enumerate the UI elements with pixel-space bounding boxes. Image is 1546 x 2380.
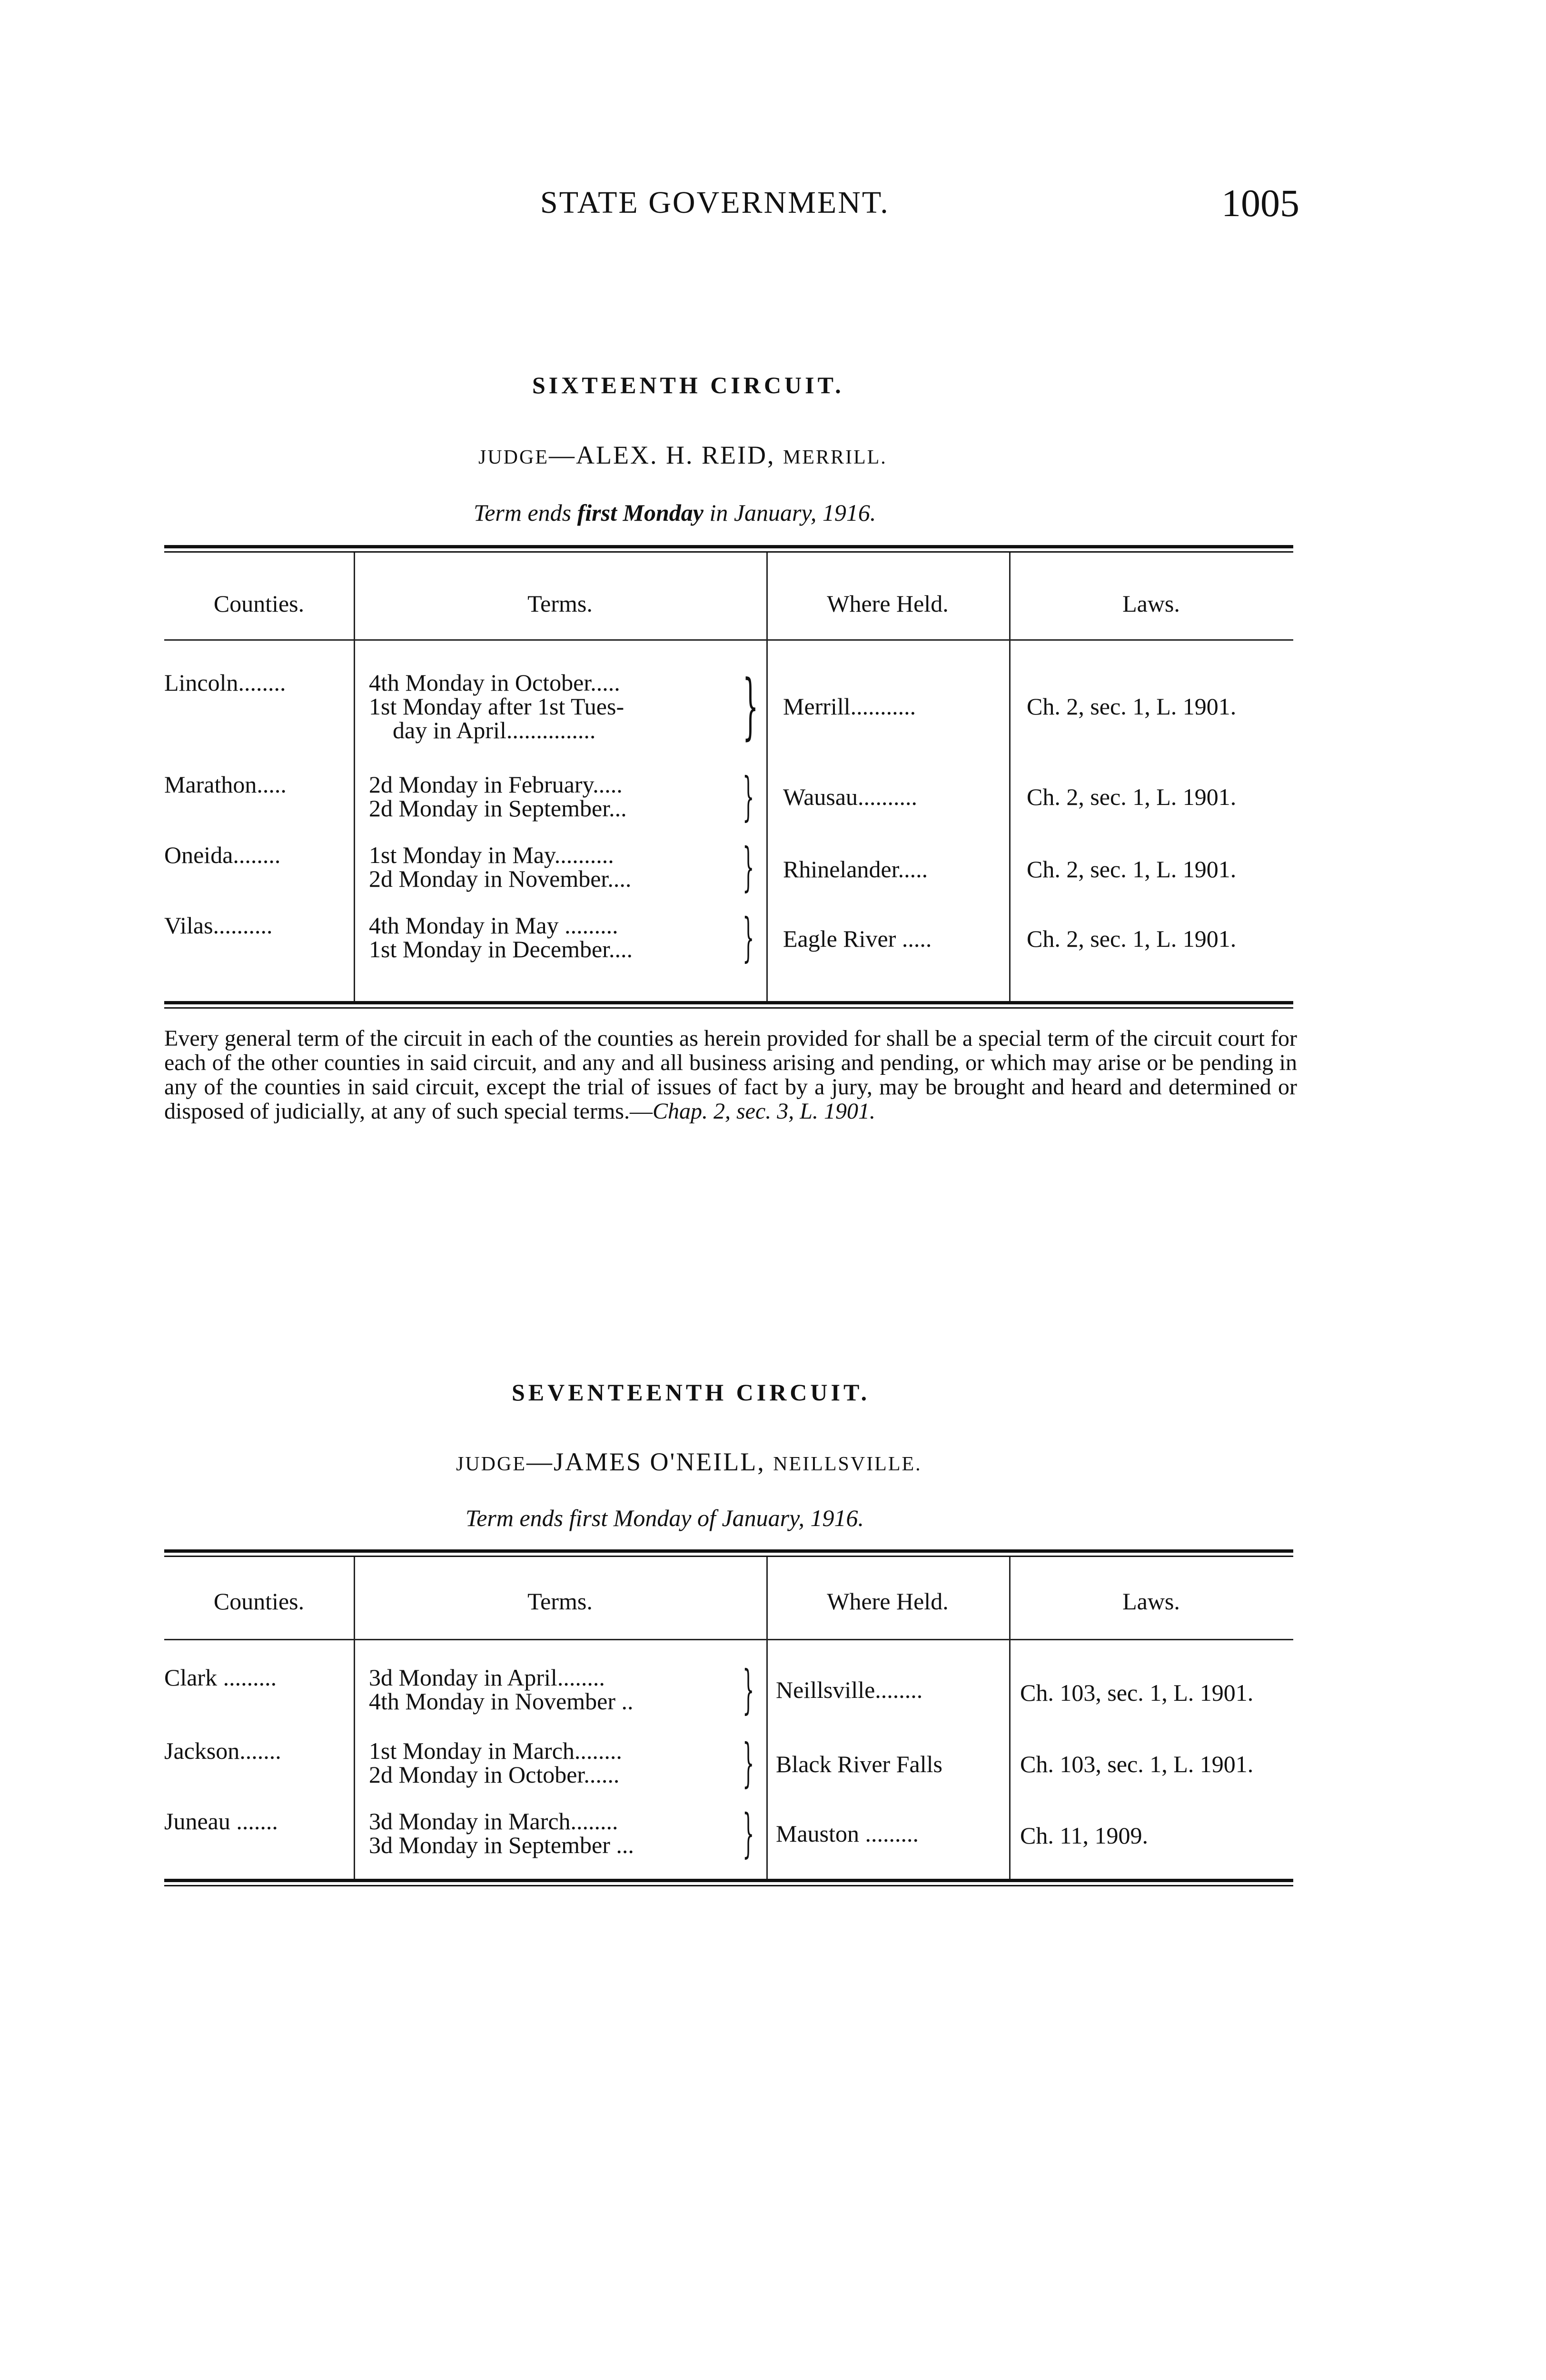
- law-citation: Ch. 103, sec. 1, L. 1901.: [1020, 1679, 1254, 1706]
- term-pre: Term ends: [474, 499, 572, 526]
- table-bottom-rule: [164, 1879, 1293, 1886]
- judge-name: —ALEX. H. REID,: [549, 441, 775, 469]
- column-header-where-held: Where Held.: [827, 1588, 949, 1615]
- judge-prefix: JUDGE: [478, 446, 549, 468]
- brace-icon: }: [743, 907, 754, 968]
- term-entry: 2d Monday in September...: [369, 795, 627, 822]
- table-grid: [164, 1557, 1293, 1879]
- county-clark: Clark .........: [164, 1664, 277, 1691]
- term-bold: first Monday: [577, 499, 704, 526]
- term-entry: 3d Monday in March........: [369, 1808, 618, 1835]
- column-divider: [766, 553, 768, 1001]
- column-divider: [1009, 553, 1011, 1001]
- law-citation: Ch. 11, 1909.: [1020, 1822, 1148, 1849]
- term-entry: 4th Monday in November ..: [369, 1688, 634, 1715]
- term-post: in January, 1916.: [709, 499, 876, 526]
- table-top-rule: [164, 1549, 1293, 1557]
- place-rhinelander: Rhinelander.....: [783, 856, 928, 883]
- county-oneida: Oneida........: [164, 842, 281, 868]
- term-entry: 1st Monday after 1st Tues-: [369, 693, 624, 720]
- sixteenth-circuit-title: SIXTEENTH CIRCUIT.: [532, 372, 844, 398]
- header-rule: [164, 1639, 1293, 1640]
- term-entry: 1st Monday in December....: [369, 936, 633, 962]
- term-entry: 2d Monday in October......: [369, 1761, 620, 1788]
- table-grid: [164, 553, 1293, 1001]
- page-number: 1005: [1221, 181, 1299, 225]
- column-header-laws: Laws.: [1122, 590, 1180, 617]
- law-citation: Ch. 2, sec. 1, L. 1901.: [1027, 925, 1237, 952]
- seventeenth-term-line: Term ends first Monday of January, 1916.: [466, 1505, 864, 1531]
- place-wausau: Wausau..........: [783, 783, 918, 810]
- place-mauston: Mauston .........: [776, 1820, 919, 1847]
- sixteenth-term-line: [474, 499, 876, 526]
- place-black-river-falls: Black River Falls: [776, 1751, 942, 1777]
- sixteenth-circuit-paragraph: [164, 1026, 1297, 1123]
- column-header-where-held: Where Held.: [827, 590, 949, 617]
- county-marathon: Marathon.....: [164, 771, 287, 798]
- column-header-laws: Laws.: [1122, 1588, 1180, 1615]
- column-header-terms: Terms.: [527, 1588, 593, 1615]
- judge-city: MERRILL.: [783, 446, 887, 468]
- place-eagle-river: Eagle River .....: [783, 925, 932, 952]
- county-vilas: Vilas..........: [164, 912, 273, 939]
- term-entry: 2d Monday in February.....: [369, 771, 623, 798]
- seventeenth-judge-line: [456, 1447, 922, 1477]
- term-entry: 3d Monday in April........: [369, 1664, 605, 1691]
- term-entry: 1st Monday in May..........: [369, 842, 614, 868]
- column-header-counties: Counties.: [213, 590, 305, 617]
- column-header-counties: Counties.: [213, 1588, 305, 1615]
- brace-icon: }: [743, 1659, 754, 1720]
- brace-icon: }: [743, 1803, 754, 1864]
- table-bottom-rule: [164, 1001, 1293, 1009]
- paragraph-text: Every general term of the circuit in each of the counties as herein provided for shall be a special term of the circuit court for each of the other counties in said circuit, and any and all business arising and pending, or which may arise or be pending in any of the counties in said circuit, except the trial of issues of fact by a jury, may be brought and heard and determined or disposed of judicially, at any of such special terms.—: [164, 1026, 1297, 1124]
- header-rule: [164, 639, 1293, 641]
- term-entry: 2d Monday in November....: [369, 865, 632, 892]
- running-head: STATE GOVERNMENT.: [540, 185, 890, 220]
- term-entry: 4th Monday in May .........: [369, 912, 618, 939]
- seventeenth-circuit-title: SEVENTEENTH CIRCUIT.: [512, 1379, 871, 1406]
- seventeenth-circuit-table: [164, 1549, 1293, 1886]
- brace-icon: }: [743, 665, 759, 748]
- law-citation: Ch. 2, sec. 1, L. 1901.: [1027, 693, 1237, 720]
- county-juneau: Juneau .......: [164, 1808, 278, 1835]
- place-merrill: Merrill...........: [783, 693, 916, 720]
- sixteenth-circuit-table: [164, 545, 1293, 1009]
- judge-city: NEILLSVILLE.: [773, 1453, 922, 1475]
- county-lincoln: Lincoln........: [164, 669, 286, 696]
- county-jackson: Jackson.......: [164, 1737, 281, 1764]
- table-top-rule: [164, 545, 1293, 553]
- sixteenth-judge-line: [478, 440, 887, 470]
- column-header-terms: Terms.: [527, 590, 593, 617]
- term-entry: 3d Monday in September ...: [369, 1832, 634, 1858]
- law-citation: Ch. 2, sec. 1, L. 1901.: [1027, 856, 1237, 883]
- brace-icon: }: [743, 836, 754, 897]
- law-citation: Ch. 2, sec. 1, L. 1901.: [1027, 783, 1237, 810]
- brace-icon: }: [743, 1732, 754, 1793]
- term-entry: day in April...............: [393, 717, 596, 744]
- place-neillsville: Neillsville........: [776, 1676, 923, 1703]
- brace-icon: }: [743, 766, 754, 827]
- judge-name: —JAMES O'NEILL,: [526, 1448, 765, 1476]
- judge-prefix: JUDGE: [456, 1453, 526, 1475]
- column-divider: [354, 553, 355, 1001]
- term-entry: 4th Monday in October.....: [369, 669, 620, 696]
- law-citation: Ch. 103, sec. 1, L. 1901.: [1020, 1751, 1254, 1777]
- paragraph-citation: Chap. 2, sec. 3, L. 1901.: [652, 1099, 875, 1124]
- term-entry: 1st Monday in March........: [369, 1737, 622, 1764]
